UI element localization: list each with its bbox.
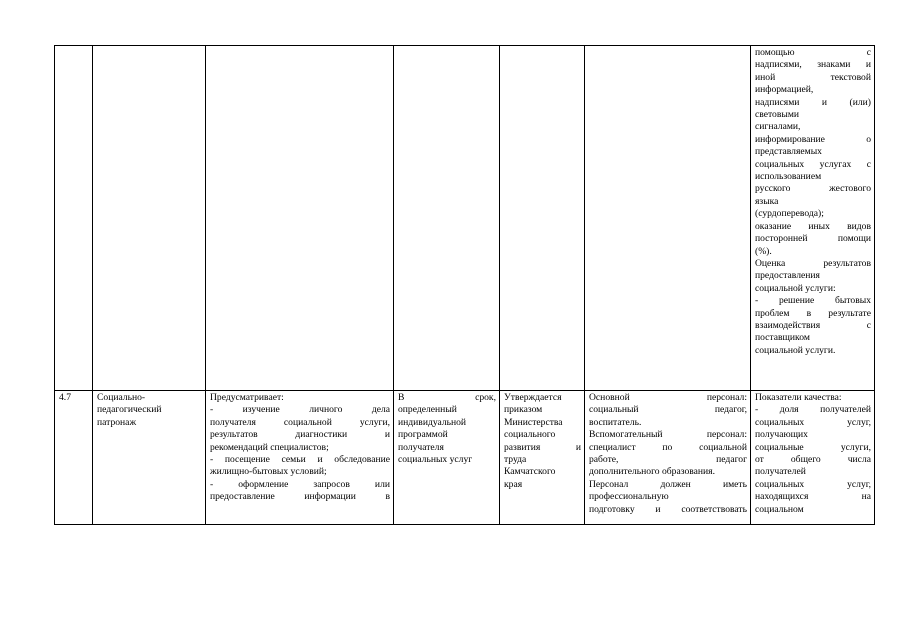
- text-line: социальном: [755, 503, 804, 515]
- text-line: помощью с: [755, 47, 871, 58]
- text-line: посторонней помощи: [755, 233, 871, 245]
- cell-staff: [585, 46, 751, 391]
- text-line: (сурдоперевода);: [755, 208, 824, 220]
- text-line: дополнительного образования.: [589, 466, 715, 478]
- text-line: Персонал должен иметь: [589, 478, 747, 490]
- text-line: получающих: [755, 429, 808, 441]
- cell-service-name: [93, 46, 206, 391]
- text-line: русского жестового: [755, 183, 871, 195]
- cell-number: 4.7: [55, 391, 93, 525]
- text-line: работе, педагог: [589, 454, 747, 466]
- text-line: социальных услуг: [398, 454, 473, 466]
- text-line: взаимодействия с: [755, 319, 871, 331]
- text-line: языка: [755, 195, 779, 207]
- text-line: оказание иных видов: [755, 220, 871, 232]
- text-line: труда: [504, 454, 527, 466]
- cell-number: [55, 46, 93, 391]
- text-line: получателя социальной услуги,: [210, 416, 390, 428]
- cell-quality-requirements: [751, 391, 875, 525]
- text-line: Социально-: [97, 392, 146, 403]
- text-line: социальных услугах с: [755, 158, 871, 170]
- text-line: Предусматривает:: [210, 392, 284, 403]
- text-line: получателя: [398, 441, 444, 453]
- text-line: Оценка результатов: [755, 257, 871, 269]
- text-line: определенный: [398, 404, 457, 416]
- text-line: социального: [504, 429, 556, 441]
- text-line: Показатели качества:: [755, 392, 842, 403]
- text-line: сигналами,: [755, 121, 801, 133]
- text-line: социальной услуги:: [755, 282, 836, 294]
- text-line: социальных услуг,: [755, 416, 871, 428]
- text-line: Вспомогательный персонал:: [589, 429, 747, 441]
- text-line: индивидуальной: [398, 416, 467, 428]
- text-line: информирование о: [755, 133, 871, 145]
- text-line: Камчатского: [504, 466, 556, 478]
- text-line: социальный педагог,: [589, 404, 747, 416]
- text-line: Министерства: [504, 416, 563, 428]
- cell-staff: [585, 391, 751, 525]
- cell-approval: [500, 391, 585, 525]
- text-line: - решение бытовых: [755, 295, 871, 307]
- cell-service-name: [93, 391, 206, 525]
- cell-approval: [500, 46, 585, 391]
- text-line: результатов диагностики и: [210, 429, 390, 441]
- text-line: программой: [398, 429, 448, 441]
- table-row: [55, 46, 875, 391]
- text-line: В срок,: [398, 392, 496, 403]
- text-line: педагогический: [97, 404, 162, 416]
- text-line: воспитатель.: [589, 416, 642, 428]
- table-row: [55, 391, 875, 525]
- text-line: приказом: [504, 404, 543, 416]
- text-line: патронаж: [97, 416, 137, 428]
- text-line: - изучение личного дела: [210, 404, 390, 416]
- text-line: получателей: [755, 466, 806, 478]
- cell-term: [394, 391, 500, 525]
- text-line: проблем в результате: [755, 307, 871, 319]
- text-line: рекомендаций специалистов;: [210, 441, 329, 453]
- text-line: представляемых: [755, 146, 822, 158]
- text-line: предоставления: [755, 270, 820, 282]
- text-line: социальные услуги,: [755, 441, 871, 453]
- text-line: Утверждается: [504, 392, 562, 403]
- text-line: от общего числа: [755, 454, 871, 466]
- text-line: специалист по социальной: [589, 441, 747, 453]
- cell-description: [206, 391, 394, 525]
- text-line: - посещение семьи и обследование: [210, 454, 390, 466]
- cell-quality-requirements: [751, 46, 875, 391]
- text-line: надписями и (или): [755, 96, 871, 108]
- text-line: использованием: [755, 171, 822, 183]
- text-line: развития и: [504, 441, 581, 453]
- text-line: (%).: [755, 245, 772, 257]
- text-line: - оформление запросов или: [210, 478, 390, 490]
- text-line: Основной персонал:: [589, 392, 747, 403]
- text-line: социальной услуги.: [755, 344, 836, 356]
- text-line: профессиональную: [589, 491, 669, 503]
- text-line: подготовку и соответствовать: [589, 503, 747, 515]
- text-line: - доля получателей: [755, 404, 871, 416]
- text-line: информацией,: [755, 84, 814, 96]
- text-line: жилищно-бытовых условий;: [210, 466, 327, 478]
- cell-term: [394, 46, 500, 391]
- text-line: иной текстовой: [755, 71, 871, 83]
- text-line: находящихся на: [755, 491, 871, 503]
- text-line: социальных услуг,: [755, 478, 871, 490]
- text-line: края: [504, 478, 523, 490]
- text-line: предоставление информации в: [210, 491, 390, 503]
- text-line: поставщиком: [755, 332, 810, 344]
- text-line: световыми: [755, 109, 800, 121]
- text-line: надписями, знаками и: [755, 59, 871, 71]
- services-table: [54, 45, 875, 525]
- cell-description: [206, 46, 394, 391]
